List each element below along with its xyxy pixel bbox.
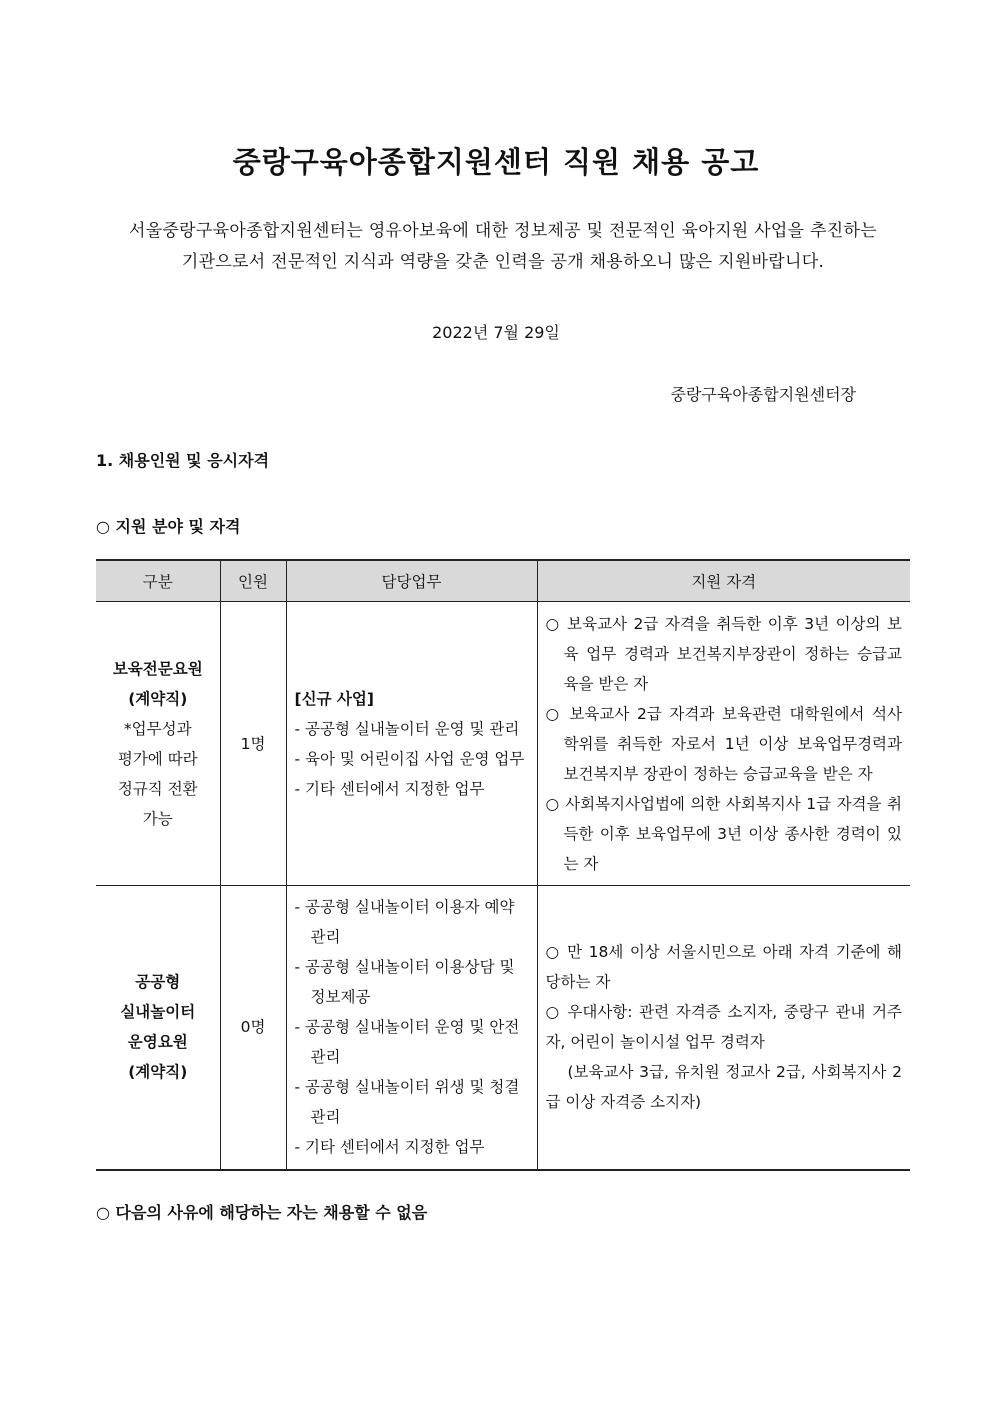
intro-line: 서울중랑구육아종합지원센터는 영유아보육에 대한 정보제공 및 전문적인 육아지원 사업을 추진하는 bbox=[129, 221, 877, 241]
category-line: 운영요원 bbox=[127, 1033, 188, 1052]
duty-item: - 육아 및 어린이집 사업 운영 업무 bbox=[294, 749, 525, 768]
duty-item: - 공공형 실내놀이터 이용자 예약관리 bbox=[294, 898, 515, 947]
subsection-heading: ○ 지원 분야 및 자격 bbox=[96, 517, 241, 536]
header-count: 인원 bbox=[220, 560, 286, 602]
header-qualifications: 지원 자격 bbox=[537, 560, 910, 602]
row-duties bbox=[286, 886, 537, 1170]
header-category: 구분 bbox=[96, 560, 220, 602]
category-note: 가능 bbox=[142, 809, 173, 828]
row-count: 0명 bbox=[220, 886, 286, 1170]
qualification-item: ○ 보육교사 2급 자격과 보육관련 대학원에서 석사 학위를 취득한 자로서 1년 이상 보육업무경력과 보건복지부 장관이 정하는 승급교육을 받은 자 bbox=[545, 704, 902, 783]
category-line: (계약직) bbox=[128, 689, 188, 708]
qualification-item: ○ 우대사항: 관련 자격증 소지자, 중랑구 관내 거주자, 어린이 놀이시설 업무 경력자 bbox=[545, 1003, 902, 1052]
category-line: 실내놀이터 bbox=[120, 1003, 196, 1022]
row-qualifications bbox=[537, 886, 910, 1170]
row-category bbox=[96, 886, 220, 1170]
category-note: *업무성과 bbox=[123, 719, 192, 738]
duty-heading: [신규 사업] bbox=[294, 689, 374, 708]
category-line: 보육전문요원 bbox=[112, 659, 203, 678]
row-category bbox=[96, 602, 220, 886]
category-line: (계약직) bbox=[128, 1063, 188, 1082]
signer: 중랑구육아종합지원센터장 bbox=[670, 385, 856, 404]
qualification-item: ○ 보육교사 2급 자격을 취득한 이후 3년 이상의 보육 업무 경력과 보건복지부장관이 정하는 승급교육을 받은 자 bbox=[545, 614, 902, 693]
category-note: 평가에 따라 bbox=[117, 749, 198, 768]
table-row bbox=[96, 602, 910, 886]
page-title: 중랑구육아종합지원센터 직원 채용 공고 bbox=[232, 145, 760, 179]
duty-item: - 공공형 실내놀이터 운영 및 안전관리 bbox=[294, 1018, 520, 1067]
intro-paragraph bbox=[96, 216, 910, 278]
duty-item: - 공공형 실내놀이터 운영 및 관리 bbox=[294, 719, 520, 738]
qualification-item: (보육교사 3급, 유치원 정교사 2급, 사회복지사 2급 이상 자격증 소지자) bbox=[545, 1063, 902, 1112]
duty-item: - 기타 센터에서 지정한 업무 bbox=[294, 1138, 485, 1157]
category-note: 정규직 전환 bbox=[117, 779, 198, 798]
row-qualifications bbox=[537, 602, 910, 886]
row-count: 1명 bbox=[220, 602, 286, 886]
qualification-item: ○ 만 18세 이상 서울시민으로 아래 자격 기준에 해당하는 자 bbox=[545, 943, 902, 992]
announcement-date: 2022년 7월 29일 bbox=[432, 323, 560, 342]
qualification-table bbox=[96, 559, 910, 1171]
disqualification-heading: ○ 다음의 사유에 해당하는 자는 채용할 수 없음 bbox=[96, 1203, 428, 1222]
table-header-row bbox=[96, 560, 910, 602]
category-line: 공공형 bbox=[135, 973, 181, 992]
qualification-item: ○ 사회복지사업법에 의한 사회복지사 1급 자격을 취득한 이후 보육업무에 3년 이상 종사한 경력이 있는 자 bbox=[545, 794, 902, 873]
row-duties bbox=[286, 602, 537, 886]
intro-line: 기관으로서 전문적인 지식과 역량을 갖춘 인력을 공개 채용하오니 많은 지원바랍니다. bbox=[181, 252, 825, 272]
header-duties: 담당업무 bbox=[286, 560, 537, 602]
section-heading: 1. 채용인원 및 응시자격 bbox=[96, 451, 270, 470]
duty-item: - 공공형 실내놀이터 이용상담 및 정보제공 bbox=[294, 958, 515, 1007]
duty-item: - 공공형 실내놀이터 위생 및 청결관리 bbox=[294, 1078, 520, 1127]
table-row bbox=[96, 886, 910, 1170]
duty-item: - 기타 센터에서 지정한 업무 bbox=[294, 779, 485, 798]
